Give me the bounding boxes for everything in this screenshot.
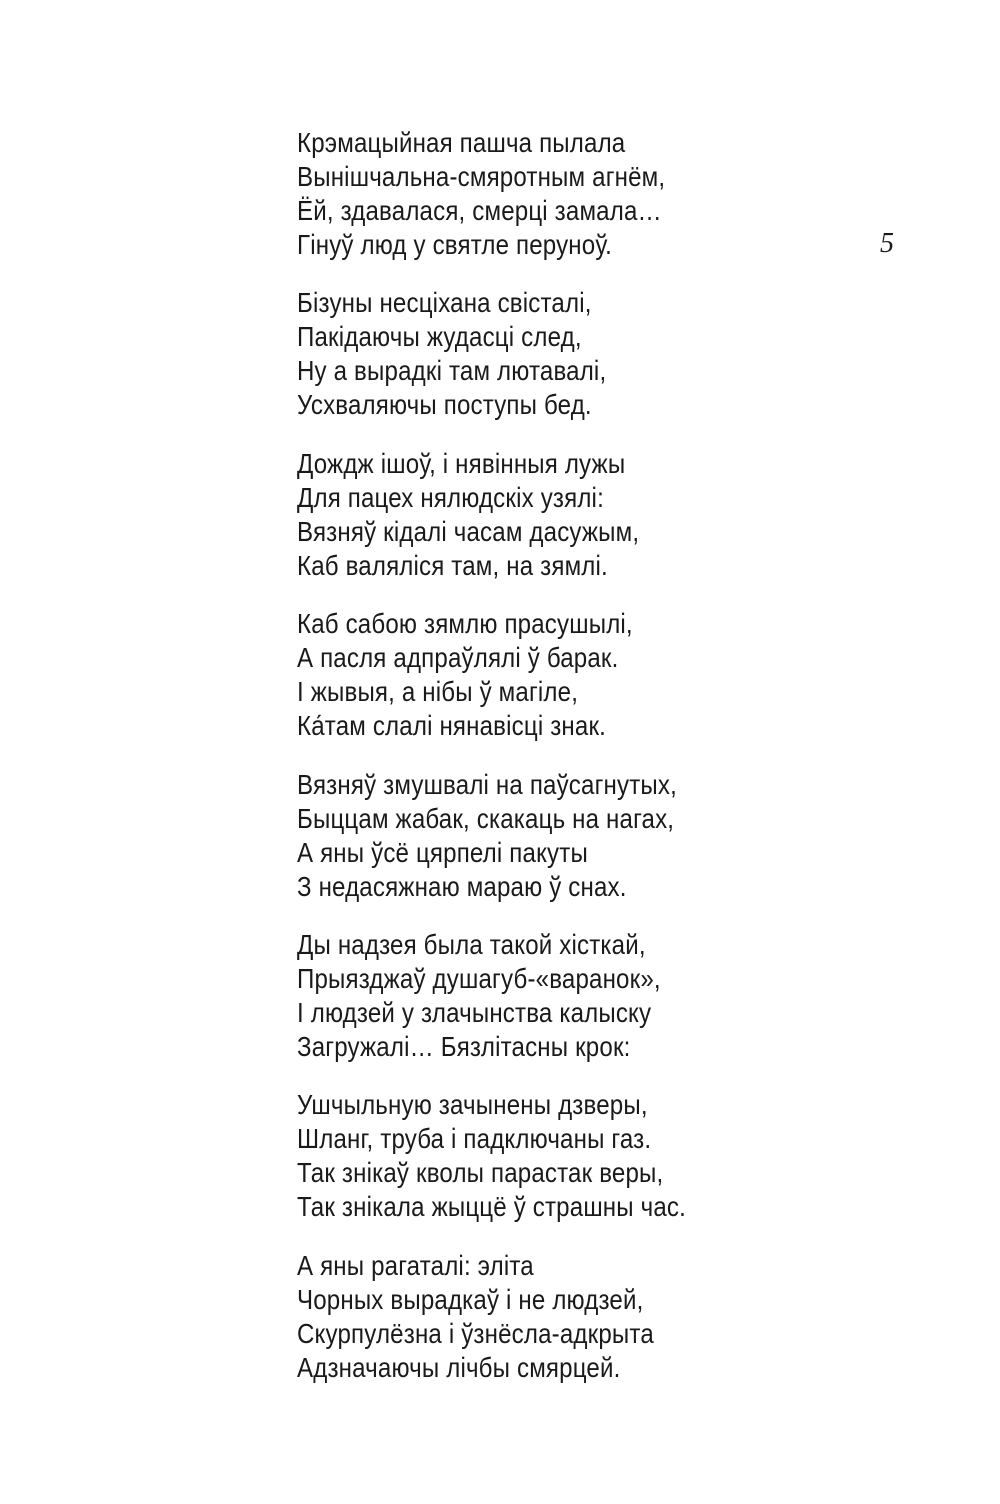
stanza-1 (297, 126, 779, 263)
poem-line: Ушчыльную зачынены дзверы, (297, 1089, 648, 1121)
poem-line: Усхваляючы поступы бед. (297, 389, 592, 421)
poem-line: І людзей у злачынства калыску (297, 996, 652, 1028)
poem-line: Гінуў люд у святле перуноў. (297, 229, 613, 260)
poem-line: Дождж ішоў, і нявінныя лужы (297, 447, 626, 479)
stanza-2 (297, 286, 779, 423)
poem-line: А пасля адпраўлялі ў барак. (297, 642, 619, 674)
poem-line: Ну а вырадкі там лютавалі, (297, 355, 607, 387)
poem-line: Скурпулёзна і ўзнёсла-адкрыта (297, 1317, 654, 1349)
poem-line: А яны рагаталі: эліта (297, 1249, 534, 1281)
poem-line: Пакідаючы жудасці след, (297, 321, 582, 353)
poem-line: Вынішчальна-смяротным агнём, (297, 161, 666, 192)
stanza-5 (297, 768, 779, 905)
poem-line: Адзначаючы лічбы смярцей. (297, 1351, 621, 1383)
poem (297, 126, 779, 1409)
poem-line: Крэмацыйная пашча пылала (297, 127, 626, 158)
poem-line: Бізуны несціхана свісталі, (297, 287, 592, 319)
poem-line: Вязняў змушвалі на паўсагнутых, (297, 768, 677, 800)
poem-line: З недасяжнаю мараю ў снах. (297, 870, 627, 902)
poem-line: Так знікаў кволы парастак веры, (297, 1157, 664, 1189)
poem-line: Ёй, здавалася, смерці замала… (297, 195, 662, 226)
poem-line: Прыязджаў душагуб-«варанок», (297, 962, 661, 994)
page-number: 5 (880, 228, 894, 259)
poem-line: А яны ўсё цярпелі пакуты (297, 836, 588, 868)
stanza-7 (297, 1088, 779, 1225)
poem-line: Для пацех нялюдскіх узялі: (297, 481, 604, 513)
poem-line: Шланг, труба і падключаны газ. (297, 1123, 652, 1155)
poem-line: Так знікала жыццё ў страшны час. (297, 1191, 686, 1223)
poem-line: Вязняў кідалі часам дасужым, (297, 515, 640, 547)
stanza-3 (297, 447, 779, 584)
poem-line: Каб валяліся там, на зямлі. (297, 549, 608, 581)
poem-line: Каб сабою зямлю прасушылі, (297, 608, 633, 640)
stanza-8 (297, 1249, 779, 1386)
poem-line: Чорных вырадкаў і не людзей, (297, 1283, 644, 1315)
poem-line: І жывыя, а нібы ў магіле, (297, 676, 579, 708)
poem-line: Быццам жабак, скакаць на нагах, (297, 802, 675, 834)
stanza-4 (297, 607, 779, 744)
poem-line: Ка́там слалі нянавісці знак. (297, 710, 607, 742)
poem-line: Ды надзея была такой хісткай, (297, 928, 646, 960)
stanza-6 (297, 928, 779, 1065)
poem-line: Загружалі… Бязлітасны крок: (297, 1030, 631, 1062)
